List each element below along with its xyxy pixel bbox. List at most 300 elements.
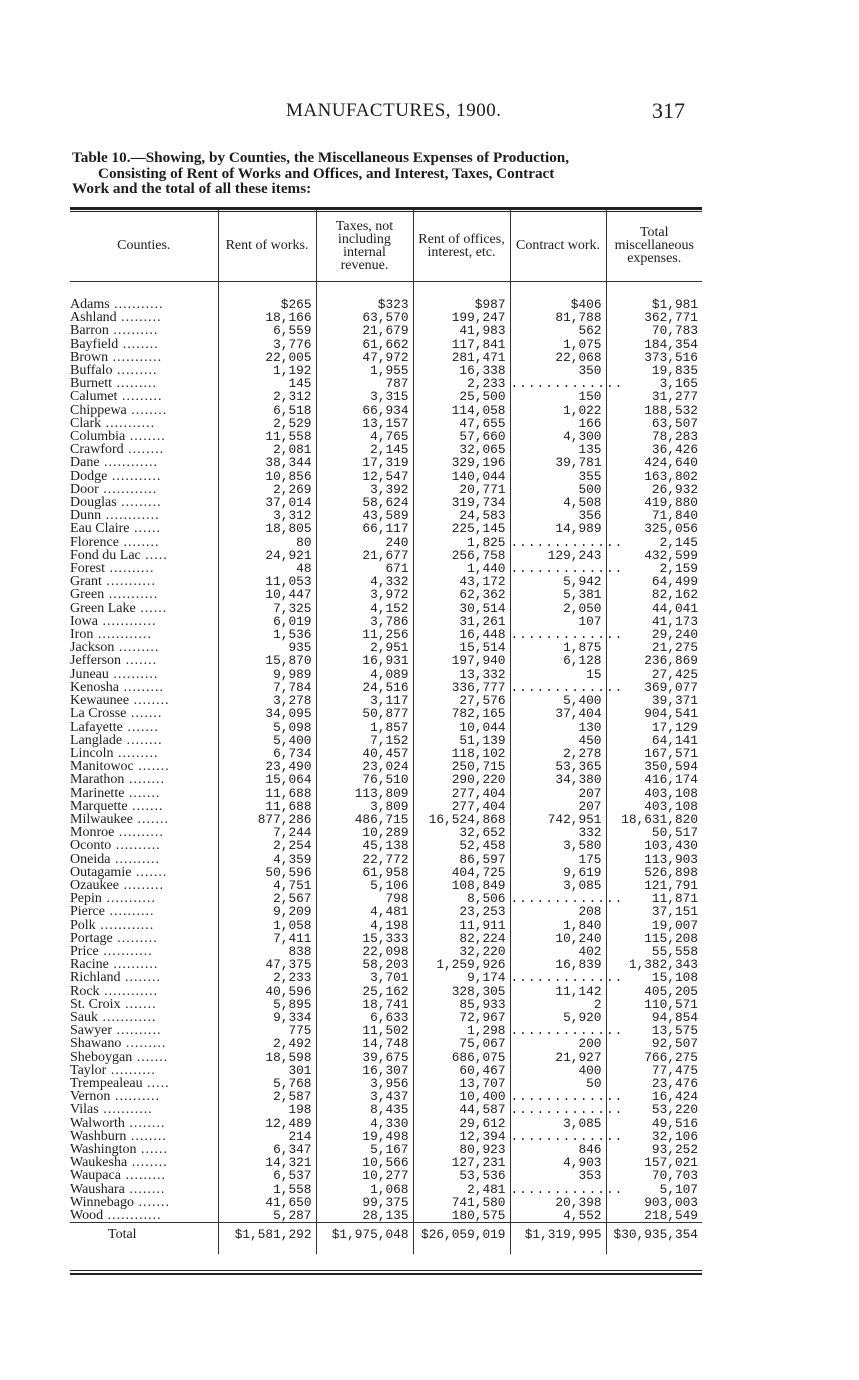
empty-cell-dots: ............. <box>510 1023 624 1039</box>
value-cell: 1,192 <box>218 364 316 377</box>
value-cell: 4,508 <box>510 496 606 509</box>
value-cell: 44,041 <box>606 602 702 615</box>
value-cell: 61,662 <box>316 338 413 351</box>
value-cell: 62,362 <box>413 588 510 601</box>
dot-leader: ............ <box>95 917 155 933</box>
value-cell: 200 <box>510 1037 606 1050</box>
value-cell: 5,098 <box>218 721 316 734</box>
value-cell: 52,458 <box>413 839 510 852</box>
value-cell: 32,220 <box>413 945 510 958</box>
value-cell: 6,347 <box>218 1143 316 1156</box>
value-cell: 32,106 <box>606 1130 702 1143</box>
value-cell: 4,300 <box>510 430 606 443</box>
value-cell: 403,108 <box>606 787 702 800</box>
value-cell: 5,942 <box>510 575 606 588</box>
value-cell: 18,805 <box>218 522 316 535</box>
value-cell: 4,089 <box>316 668 413 681</box>
value-cell: 37,404 <box>510 707 606 720</box>
dot-leader: ......... <box>114 640 160 656</box>
dot-leader: ........... <box>107 468 162 484</box>
empty-cell-dots: ............. <box>510 1128 624 1144</box>
value-cell: 175 <box>510 853 606 866</box>
value-cell: 19,835 <box>606 364 702 377</box>
table-row <box>70 998 702 1011</box>
dot-leader: ......... <box>112 363 158 379</box>
county-label: Vilas <box>70 1102 99 1118</box>
value-cell: 41,650 <box>218 1196 316 1209</box>
value-cell: 45,138 <box>316 839 413 852</box>
value-cell: 3,580 <box>510 839 606 852</box>
value-cell: 2,159 <box>606 562 702 575</box>
county-label: Kenosha <box>70 679 119 695</box>
county-label: Green <box>70 587 105 603</box>
value-cell: 904,541 <box>606 707 702 720</box>
county-label: Fond du Lac <box>70 547 141 563</box>
dot-leader: ....... <box>133 1194 170 1210</box>
value-cell: 419,880 <box>606 496 702 509</box>
table-row <box>70 338 702 351</box>
dot-leader: ........... <box>98 1102 153 1118</box>
county-label: Monroe <box>70 825 115 841</box>
value-cell: 500 <box>510 483 606 496</box>
value-cell: 7,152 <box>316 734 413 747</box>
value-cell: 403,108 <box>606 800 702 813</box>
value-cell: 77,475 <box>606 1064 702 1077</box>
value-cell: 81,788 <box>510 311 606 324</box>
dot-leader: ............ <box>101 508 160 524</box>
value-cell: 180,575 <box>413 1209 510 1223</box>
value-cell: 10,856 <box>218 470 316 483</box>
value-cell: 16,839 <box>510 958 606 971</box>
empty-cell-dots: ............. <box>510 1181 624 1197</box>
table-row <box>70 905 702 918</box>
value-cell: 9,174 <box>413 971 510 984</box>
dot-leader: ....... <box>126 706 163 722</box>
dot-leader: ........ <box>127 1155 168 1171</box>
dot-leader: ......... <box>112 376 157 392</box>
value-cell: 5,920 <box>510 1011 606 1024</box>
value-cell: 18,741 <box>316 998 413 1011</box>
value-cell: 250,715 <box>413 760 510 773</box>
column-header: Rent of offices, interest, etc. <box>413 210 510 282</box>
value-cell: 13,575 <box>606 1024 702 1037</box>
dot-leader: .......... <box>108 323 159 339</box>
county-label: Marathon <box>70 772 125 788</box>
dot-leader: ............ <box>98 481 158 497</box>
column-header: Rent of works. <box>218 210 316 282</box>
dot-leader: ...... <box>129 521 161 537</box>
table-row <box>70 522 702 535</box>
value-cell: 2,278 <box>510 747 606 760</box>
value-cell: 319,734 <box>413 496 510 509</box>
value-cell: 486,715 <box>316 813 413 826</box>
county-label: Grant <box>70 574 102 590</box>
dot-leader: ......... <box>116 495 162 511</box>
value-cell: 78,283 <box>606 430 702 443</box>
value-cell: 20,771 <box>413 483 510 496</box>
table-row <box>70 324 702 337</box>
dot-leader: ........ <box>122 732 163 748</box>
value-cell: 2,145 <box>606 536 702 549</box>
value-cell: 198 <box>218 1103 316 1116</box>
value-cell: 1,857 <box>316 721 413 734</box>
value-cell: 1,536 <box>218 628 316 641</box>
county-name <box>70 1209 218 1223</box>
table-row <box>70 470 702 483</box>
value-cell: 94,854 <box>606 1011 702 1024</box>
value-cell: 782,165 <box>413 707 510 720</box>
value-cell: 4,359 <box>218 853 316 866</box>
value-cell: 373,516 <box>606 351 702 364</box>
value-cell: 328,305 <box>413 985 510 998</box>
value-cell: 9,989 <box>218 668 316 681</box>
total-cell: $1,319,995 <box>510 1223 606 1255</box>
dot-leader: ..... <box>140 547 168 563</box>
value-cell: 15 <box>510 668 606 681</box>
total-row <box>70 1223 702 1255</box>
value-cell: 4,765 <box>316 430 413 443</box>
value-cell: 47,655 <box>413 417 510 430</box>
county-label: Bayfield <box>70 336 119 352</box>
value-cell: 117,841 <box>413 338 510 351</box>
county-label: Kewaunee <box>70 693 130 709</box>
value-cell: 93,252 <box>606 1143 702 1156</box>
county-label: Juneau <box>70 666 109 682</box>
dot-leader: ........ <box>123 442 165 458</box>
value-cell: 16,307 <box>316 1064 413 1077</box>
value-cell: 10,277 <box>316 1169 413 1182</box>
county-label: Jackson <box>70 640 115 656</box>
value-cell: 9,334 <box>218 1011 316 1024</box>
value-cell: 1,382,343 <box>606 958 702 971</box>
value-cell: 188,532 <box>606 404 702 417</box>
county-label: Outagamie <box>70 864 132 880</box>
value-cell: 17,319 <box>316 456 413 469</box>
value-cell: 207 <box>510 787 606 800</box>
value-cell: 5,895 <box>218 998 316 1011</box>
value-cell: 19,007 <box>606 919 702 932</box>
value-cell: 70,703 <box>606 1169 702 1182</box>
value-cell: 114,058 <box>413 404 510 417</box>
value-cell: $265 <box>218 298 316 311</box>
county-label: Washington <box>70 1142 137 1157</box>
value-cell: 225,145 <box>413 522 510 535</box>
value-cell: 18,166 <box>218 311 316 324</box>
dot-leader: .......... <box>106 1062 156 1078</box>
caption-line: Consisting of Rent of Works and Offices, and Interest, Taxes, Contract <box>98 164 555 182</box>
dot-leader: .......... <box>110 851 160 867</box>
value-cell: 5,107 <box>606 1183 702 1196</box>
value-cell: 34,380 <box>510 773 606 786</box>
value-cell: 20,398 <box>510 1196 606 1209</box>
value-cell: 13,707 <box>413 1077 510 1090</box>
value-cell: 57,660 <box>413 430 510 443</box>
county-label: Waukesha <box>70 1155 128 1171</box>
value-cell: 92,507 <box>606 1037 702 1050</box>
dot-leader: ........ <box>120 970 162 986</box>
value-cell: 64,141 <box>606 734 702 747</box>
value-cell: 325,056 <box>606 522 702 535</box>
value-cell: 15,514 <box>413 641 510 654</box>
value-cell: 66,117 <box>316 522 413 535</box>
value-cell: 60,467 <box>413 1064 510 1077</box>
value-cell: 12,547 <box>316 470 413 483</box>
value-cell: 129,243 <box>510 549 606 562</box>
county-label: Crawford <box>70 442 124 458</box>
value-cell: 1,298 <box>413 1024 510 1037</box>
county-label: Ozaukee <box>70 877 119 893</box>
dot-leader: ....... <box>127 798 164 814</box>
county-label: Burnett <box>70 376 112 392</box>
value-cell: 63,570 <box>316 311 413 324</box>
table-spacer-row <box>70 282 702 299</box>
value-cell: 50 <box>510 1077 606 1090</box>
value-cell: 1,825 <box>413 536 510 549</box>
value-cell: 39,675 <box>316 1051 413 1064</box>
value-cell: 402 <box>510 945 606 958</box>
value-cell: 11,688 <box>218 787 316 800</box>
value-cell: 12,394 <box>413 1130 510 1143</box>
value-cell: 350 <box>510 364 606 377</box>
value-cell: 10,566 <box>316 1156 413 1169</box>
value-cell: 40,596 <box>218 985 316 998</box>
value-cell: 3,085 <box>510 879 606 892</box>
value-cell: 11,558 <box>218 430 316 443</box>
value-cell: 4,332 <box>316 575 413 588</box>
table-row <box>70 971 702 984</box>
county-label: Manitowoc <box>70 759 134 775</box>
county-label: Langlade <box>70 732 123 748</box>
county-label: Waushara <box>70 1181 125 1197</box>
value-cell: 329,196 <box>413 456 510 469</box>
dot-leader: .......... <box>112 1023 162 1039</box>
value-cell: 7,325 <box>218 602 316 615</box>
value-cell: $987 <box>413 298 510 311</box>
dot-leader: ...... <box>136 1142 169 1157</box>
value-cell: 3,392 <box>316 483 413 496</box>
total-cell: $1,581,292 <box>218 1223 316 1255</box>
value-cell: 197,940 <box>413 654 510 667</box>
value-cell: 4,903 <box>510 1156 606 1169</box>
value-cell: 2,312 <box>218 390 316 403</box>
value-cell: 450 <box>510 734 606 747</box>
county-label: Waupaca <box>70 1168 121 1184</box>
value-cell: 113,809 <box>316 787 413 800</box>
county-label: Polk <box>70 917 96 933</box>
value-cell: $323 <box>316 298 413 311</box>
table-row <box>70 654 702 667</box>
value-cell: 145 <box>218 377 316 390</box>
dot-leader: ......... <box>121 1036 167 1052</box>
value-cell: 166 <box>510 417 606 430</box>
value-cell: 16,931 <box>316 654 413 667</box>
county-label: Lafayette <box>70 719 123 735</box>
value-cell: 10,447 <box>218 588 316 601</box>
value-cell: 301 <box>218 1064 316 1077</box>
value-cell: 877,286 <box>218 813 316 826</box>
value-cell: 10,400 <box>413 1090 510 1103</box>
value-cell: 80,923 <box>413 1143 510 1156</box>
county-label: Iowa <box>70 613 98 629</box>
dot-leader: .......... <box>105 561 155 577</box>
dot-leader: ............ <box>98 613 157 629</box>
value-cell: 3,165 <box>606 377 702 390</box>
value-cell: 85,933 <box>413 998 510 1011</box>
dot-leader: ....... <box>124 785 161 801</box>
value-cell: 6,633 <box>316 1011 413 1024</box>
value-cell: 11,911 <box>413 919 510 932</box>
county-label: Door <box>70 481 99 497</box>
dot-leader: ........ <box>124 1181 166 1197</box>
value-cell: 742,951 <box>510 813 606 826</box>
value-cell: 118,102 <box>413 747 510 760</box>
value-cell: 2,567 <box>218 892 316 905</box>
value-cell: 29,612 <box>413 1117 510 1130</box>
value-cell: 43,172 <box>413 575 510 588</box>
value-cell: 277,404 <box>413 787 510 800</box>
value-cell: 23,024 <box>316 760 413 773</box>
value-cell: 2,233 <box>218 971 316 984</box>
value-cell: 404,725 <box>413 866 510 879</box>
dot-leader: ......... <box>112 930 158 946</box>
county-label: Barron <box>70 323 109 339</box>
table-caption <box>72 150 704 197</box>
dot-leader: ......... <box>120 1168 166 1184</box>
value-cell: 7,411 <box>218 932 316 945</box>
dot-leader: .......... <box>110 1089 160 1105</box>
value-cell: 11,502 <box>316 1024 413 1037</box>
dot-leader: ............ <box>93 627 152 643</box>
value-cell: 3,315 <box>316 390 413 403</box>
value-cell: 135 <box>510 443 606 456</box>
value-cell: 1,955 <box>316 364 413 377</box>
dot-leader: ........ <box>129 693 170 709</box>
value-cell: 4,198 <box>316 919 413 932</box>
value-cell: 2,050 <box>510 602 606 615</box>
value-cell: 99,375 <box>316 1196 413 1209</box>
dot-leader: ........... <box>104 587 159 603</box>
empty-cell-dots: ............. <box>510 1102 624 1118</box>
value-cell: 5,287 <box>218 1209 316 1223</box>
value-cell: 798 <box>316 892 413 905</box>
county-label: Pepin <box>70 891 102 907</box>
value-cell: 3,312 <box>218 509 316 522</box>
value-cell: 208 <box>510 905 606 918</box>
value-cell: 66,934 <box>316 404 413 417</box>
value-cell: 432,599 <box>606 549 702 562</box>
value-cell: 14,748 <box>316 1037 413 1050</box>
total-cell: $1,975,048 <box>316 1223 413 1255</box>
county-label: Lincoln <box>70 745 114 761</box>
value-cell: 3,701 <box>316 971 413 984</box>
dot-leader: ........... <box>101 415 156 431</box>
county-label: Sauk <box>70 1009 98 1025</box>
county-label: Racine <box>70 957 109 973</box>
county-label: Oneida <box>70 851 111 867</box>
value-cell: 16,424 <box>606 1090 702 1103</box>
value-cell: 25,162 <box>316 985 413 998</box>
value-cell: 14,989 <box>510 522 606 535</box>
value-cell: 51,139 <box>413 734 510 747</box>
value-cell: 75,067 <box>413 1037 510 1050</box>
value-cell: 3,278 <box>218 694 316 707</box>
county-label: Taylor <box>70 1062 107 1078</box>
dot-leader: ......... <box>118 877 164 893</box>
value-cell: 113,903 <box>606 853 702 866</box>
value-cell: 103,430 <box>606 839 702 852</box>
value-cell: 82,162 <box>606 588 702 601</box>
value-cell: 31,261 <box>413 615 510 628</box>
table-row <box>70 919 702 932</box>
total-cell: $26,059,019 <box>413 1223 510 1255</box>
value-cell: 1,075 <box>510 338 606 351</box>
value-cell: 24,921 <box>218 549 316 562</box>
county-label: St. Croix <box>70 996 121 1012</box>
dot-leader: ........... <box>101 891 156 907</box>
empty-cell-dots: ............. <box>510 1089 624 1105</box>
value-cell: 47,375 <box>218 958 316 971</box>
value-cell: 686,075 <box>413 1051 510 1064</box>
value-cell: 1,840 <box>510 919 606 932</box>
county-label: Pierce <box>70 904 105 920</box>
county-label: Adams <box>70 297 110 312</box>
value-cell: 32,652 <box>413 826 510 839</box>
dot-leader: ........ <box>118 534 160 550</box>
value-cell: 17,129 <box>606 721 702 734</box>
value-cell: 18,631,820 <box>606 813 702 826</box>
value-cell: 9,619 <box>510 866 606 879</box>
value-cell: 10,240 <box>510 932 606 945</box>
value-cell: 3,117 <box>316 694 413 707</box>
dot-leader: ....... <box>121 653 158 669</box>
dot-leader: ....... <box>133 759 170 775</box>
dot-leader: ........... <box>108 349 163 365</box>
county-label: Price <box>70 943 99 959</box>
value-cell: 14,321 <box>218 1156 316 1169</box>
value-cell: 336,777 <box>413 681 510 694</box>
value-cell: 15,108 <box>606 971 702 984</box>
value-cell: 775 <box>218 1024 316 1037</box>
county-label: Washburn <box>70 1128 127 1144</box>
expenses-table <box>70 210 702 1254</box>
value-cell: 43,589 <box>316 509 413 522</box>
county-label: Sawyer <box>70 1023 112 1039</box>
value-cell: 1,259,926 <box>413 958 510 971</box>
value-cell: 36,426 <box>606 443 702 456</box>
value-cell: 50,877 <box>316 707 413 720</box>
column-header: Counties. <box>70 210 218 282</box>
value-cell: 4,481 <box>316 905 413 918</box>
value-cell: 5,400 <box>218 734 316 747</box>
county-label: Ashland <box>70 310 117 326</box>
value-cell: 11,256 <box>316 628 413 641</box>
value-cell: 2 <box>510 998 606 1011</box>
value-cell: 27,576 <box>413 694 510 707</box>
value-cell: 2,951 <box>316 641 413 654</box>
value-cell: 11,871 <box>606 892 702 905</box>
value-cell: 281,471 <box>413 351 510 364</box>
value-cell: 107 <box>510 615 606 628</box>
county-label: Columbia <box>70 429 126 445</box>
table-row <box>70 602 702 615</box>
value-cell: 47,972 <box>316 351 413 364</box>
value-cell: 236,869 <box>606 654 702 667</box>
dot-leader: ....... <box>120 996 157 1012</box>
value-cell: 48 <box>218 562 316 575</box>
table-row <box>70 787 702 800</box>
value-cell: 355 <box>510 470 606 483</box>
value-cell: 130 <box>510 721 606 734</box>
